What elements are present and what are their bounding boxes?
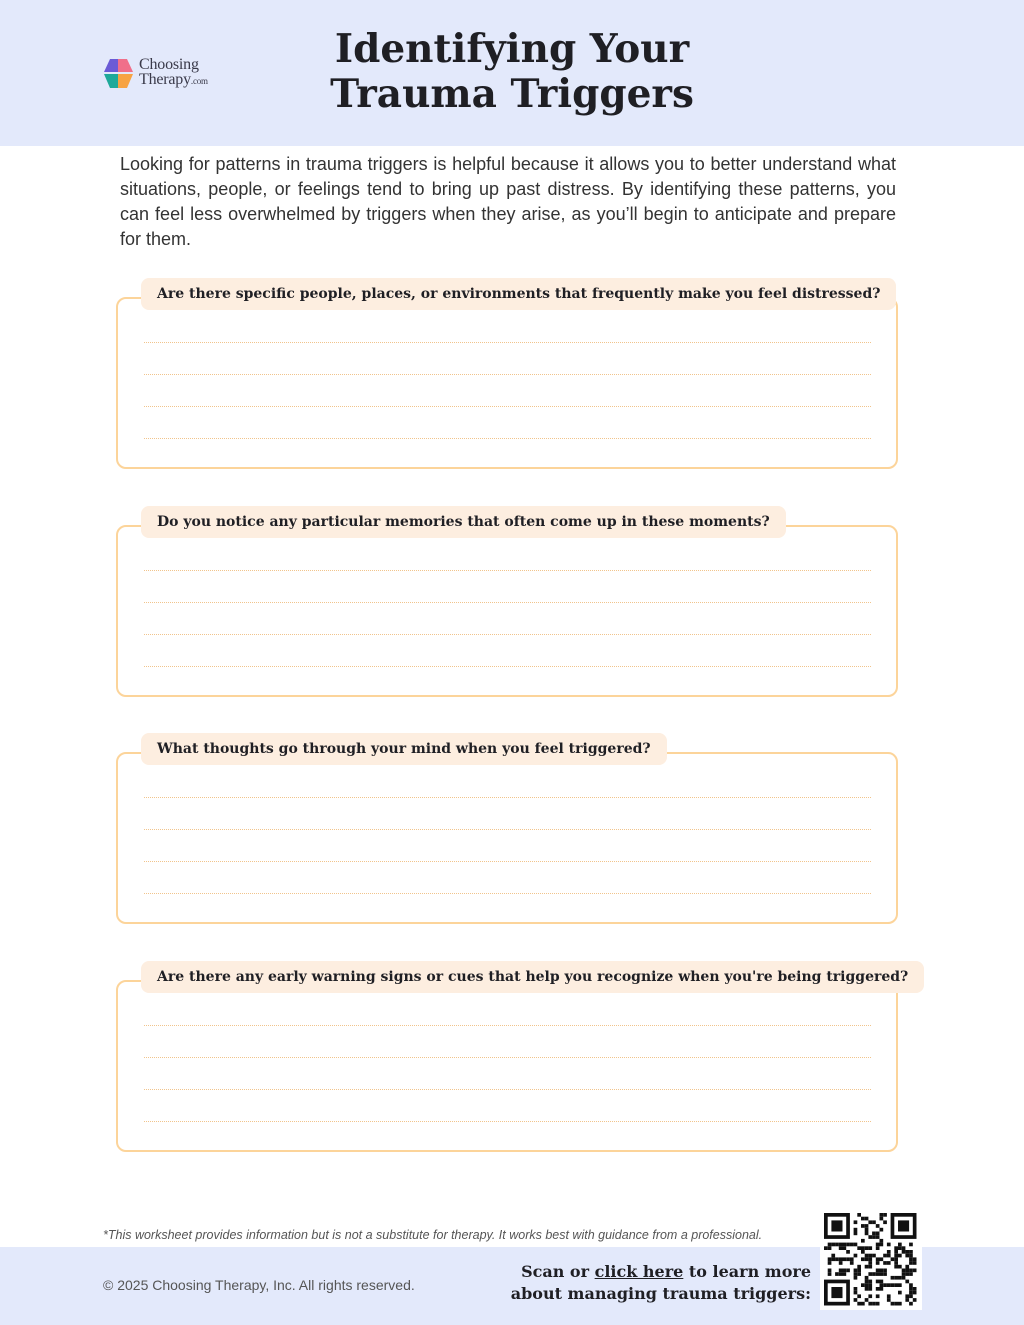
title-line-1: Identifying Your	[334, 26, 690, 72]
question-label-1: Are there specific people, places, or environments that frequently make you feel distressed?	[141, 278, 896, 310]
question-label-2: Do you notice any particular memories that often come up in these moments?	[141, 506, 786, 538]
answer-line[interactable]	[144, 602, 871, 603]
answer-box-2[interactable]	[116, 525, 898, 697]
cta-prefix: Scan or	[521, 1262, 595, 1281]
logo-line2: Therapy	[139, 71, 191, 88]
copyright-text: © 2025 Choosing Therapy, Inc. All rights reserved.	[103, 1277, 415, 1293]
answer-box-1[interactable]	[116, 297, 898, 469]
answer-line[interactable]	[144, 438, 871, 439]
answer-line[interactable]	[144, 374, 871, 375]
title-line-2: Trauma Triggers	[330, 71, 694, 117]
cta-line-2: about managing trauma triggers:	[510, 1284, 811, 1303]
answer-line[interactable]	[144, 406, 871, 407]
learn-more-cta	[511, 1261, 811, 1305]
answer-line[interactable]	[144, 1089, 871, 1090]
answer-line[interactable]	[144, 342, 871, 343]
answer-line[interactable]	[144, 797, 871, 798]
logo-suffix: .com	[190, 76, 208, 86]
answer-line[interactable]	[144, 666, 871, 667]
answer-line[interactable]	[144, 829, 871, 830]
disclaimer-text: *This worksheet provides information but is not a substitute for therapy. It works best with guidance from a professional.	[103, 1228, 763, 1242]
answer-box-4[interactable]	[116, 980, 898, 1152]
answer-line[interactable]	[144, 570, 871, 571]
answer-line[interactable]	[144, 893, 871, 894]
answer-line[interactable]	[144, 634, 871, 635]
intro-paragraph: Looking for patterns in trauma triggers is helpful because it allows you to better understand what situations, people, or feelings tend to bring up past distress. By identifying these patterns, you can feel less overwhelmed by triggers when they arise, as you’ll begin to anticipate and prepare for them.	[120, 154, 896, 249]
qr-code-icon[interactable]	[820, 1210, 922, 1310]
click-here-link[interactable]: click here	[594, 1262, 684, 1281]
page-title	[0, 27, 1024, 117]
answer-line[interactable]	[144, 861, 871, 862]
answer-box-3[interactable]	[116, 752, 898, 924]
logo-line1: Choosing	[139, 56, 199, 73]
question-label-3: What thoughts go through your mind when you feel triggered?	[141, 733, 667, 765]
answer-line[interactable]	[144, 1121, 871, 1122]
question-label-4: Are there any early warning signs or cues that help you recognize when you're being triggered?	[141, 961, 924, 993]
cta-suffix: to learn more	[683, 1262, 811, 1281]
answer-line[interactable]	[144, 1057, 871, 1058]
answer-line[interactable]	[144, 1025, 871, 1026]
